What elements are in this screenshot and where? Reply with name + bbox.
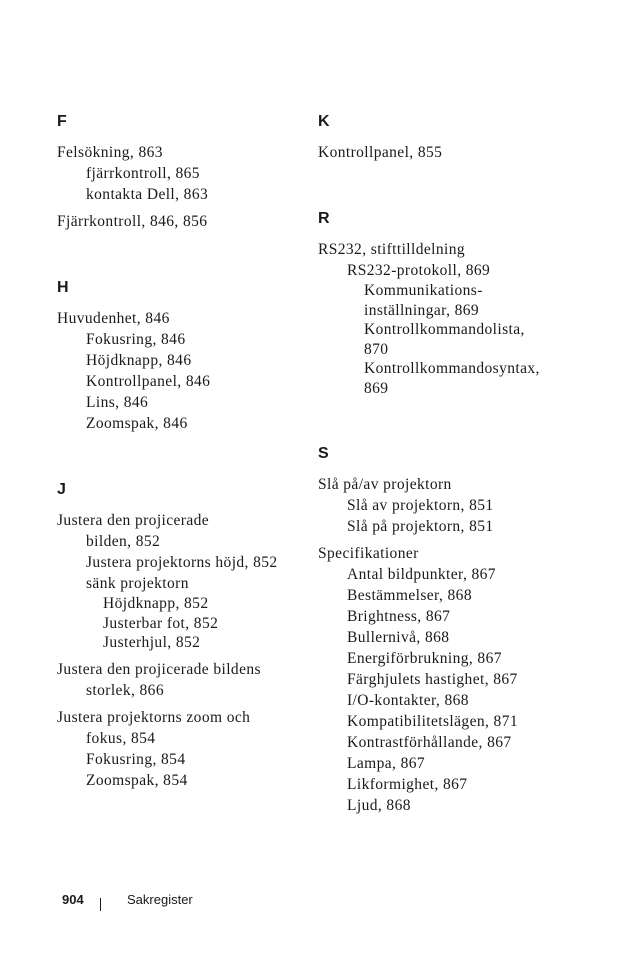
sub-sub-entry: Kontrollkommandosyntax, bbox=[364, 360, 540, 377]
index-entry bbox=[318, 142, 558, 163]
sub-entry: Kompatibilitetslägen, 871 bbox=[347, 713, 519, 730]
sub-entry: RS232-protokoll, 869 bbox=[347, 262, 491, 279]
sub-entry: Höjdknapp, 846 bbox=[86, 352, 192, 369]
entry-term: Huvudenhet, 846 bbox=[57, 310, 170, 327]
section-letter: H bbox=[57, 279, 69, 296]
sub-entry: Bullernivå, 868 bbox=[347, 629, 450, 646]
sub-entry: Energiförbrukning, 867 bbox=[347, 650, 502, 667]
sub-entry: Ljud, 868 bbox=[347, 797, 411, 814]
sub-sub-entry: Justerbar fot, 852 bbox=[103, 614, 219, 632]
sub-entry: Brightness, 867 bbox=[347, 608, 451, 625]
entry-term: Specifikationer bbox=[318, 545, 419, 562]
sub-entry: Slå av projektorn, 851 bbox=[347, 497, 494, 514]
sub-sub-entry: inställningar, 869 bbox=[364, 301, 480, 319]
entry-term-continued: storlek, 866 bbox=[86, 681, 164, 699]
index-section-s bbox=[318, 444, 558, 816]
sub-entry: Zoomspak, 846 bbox=[86, 415, 188, 432]
index-entry bbox=[318, 543, 558, 816]
sub-entry: kontakta Dell, 863 bbox=[86, 186, 209, 203]
sub-entry: Justera projektorns höjd, 852 bbox=[86, 554, 278, 571]
index-entry bbox=[57, 308, 297, 434]
footer-title: Sakregister bbox=[127, 892, 193, 907]
entry-term: RS232, stifttilldelning bbox=[318, 241, 465, 258]
entry-term-continued: bilden, 852 bbox=[86, 533, 161, 550]
sub-entry: Zoomspak, 854 bbox=[86, 771, 188, 789]
sub-entry: Färghjulets hastighet, 867 bbox=[347, 671, 518, 688]
entry-term: Kontrollpanel, 855 bbox=[318, 144, 443, 161]
index-section-f bbox=[57, 112, 297, 232]
sub-entry: Kontrollpanel, 846 bbox=[86, 373, 211, 390]
sub-entry: Bestämmelser, 868 bbox=[347, 587, 472, 604]
section-letter: J bbox=[57, 481, 66, 498]
page-number: 904 bbox=[62, 892, 84, 907]
index-section-r bbox=[318, 209, 558, 398]
index-entry bbox=[318, 239, 558, 398]
entry-term: Justera projektorns zoom och bbox=[57, 708, 251, 726]
index-entry bbox=[318, 474, 558, 537]
index-entry bbox=[57, 142, 297, 205]
sub-sub-entry: 869 bbox=[364, 379, 389, 397]
sub-entry: Slå på projektorn, 851 bbox=[347, 518, 494, 535]
sub-entry: Kontrastförhållande, 867 bbox=[347, 734, 512, 751]
sub-sub-entry: Justerhjul, 852 bbox=[103, 634, 201, 651]
section-letter: F bbox=[57, 113, 67, 130]
index-entry bbox=[57, 510, 297, 653]
sub-entry: Fokusring, 854 bbox=[86, 750, 186, 768]
sub-entry: Lampa, 867 bbox=[347, 755, 426, 772]
sub-entry: I/O-kontakter, 868 bbox=[347, 692, 469, 709]
sub-sub-entry: Höjdknapp, 852 bbox=[103, 595, 209, 612]
footer-divider bbox=[100, 898, 101, 911]
entry-term-continued: fokus, 854 bbox=[86, 729, 156, 747]
entry-term: Slå på/av projektorn bbox=[318, 476, 452, 493]
index-column-right bbox=[318, 112, 558, 816]
index-entry bbox=[57, 707, 297, 791]
sub-sub-entry: Kommunikations- bbox=[364, 282, 483, 299]
index-column-left bbox=[57, 112, 297, 791]
sub-entry: fjärrkontroll, 865 bbox=[86, 165, 200, 182]
entry-term: Felsökning, 863 bbox=[57, 144, 163, 161]
sub-sub-entry: Kontrollkommandolista, bbox=[364, 321, 525, 338]
sub-entry: Fokusring, 846 bbox=[86, 331, 186, 348]
entry-term: Justera den projicerade bildens bbox=[57, 660, 261, 678]
sub-entry: Antal bildpunkter, 867 bbox=[347, 566, 496, 583]
section-letter: K bbox=[318, 113, 330, 130]
sub-entry: Lins, 846 bbox=[86, 394, 149, 411]
sub-sub-entry: 870 bbox=[364, 340, 389, 358]
entry-term: Justera den projicerade bbox=[57, 512, 210, 529]
index-section-k bbox=[318, 112, 558, 163]
entry-term: Fjärrkontroll, 846, 856 bbox=[57, 213, 208, 230]
index-section-j bbox=[57, 480, 297, 791]
section-letter: S bbox=[318, 445, 329, 462]
sub-entry: Likformighet, 867 bbox=[347, 776, 468, 793]
index-entry bbox=[57, 659, 297, 701]
index-entry bbox=[57, 211, 297, 232]
sub-entry: sänk projektorn bbox=[86, 575, 189, 592]
section-letter: R bbox=[318, 210, 330, 227]
index-section-h bbox=[57, 278, 297, 434]
